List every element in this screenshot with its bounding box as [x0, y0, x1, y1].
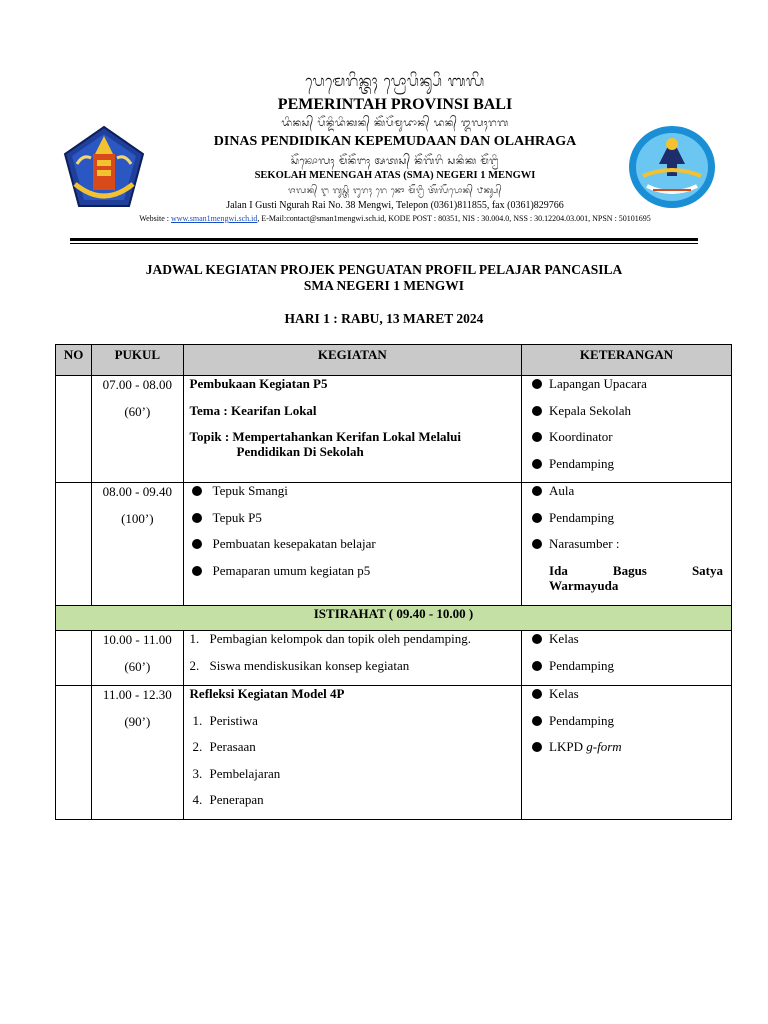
bullet-icon [192, 486, 202, 496]
cell-no [56, 631, 92, 686]
document-title: JADWAL KEGIATAN PROJEK PENGUATAN PROFIL PELAJAR PANCASILA [145, 262, 623, 277]
list-item: Aula [532, 483, 725, 510]
break-label: ISTIRAHAT ( 09.40 - 10.00 ) [56, 606, 732, 631]
table-row [56, 686, 732, 820]
list-item: Kepala Sekolah [532, 403, 725, 430]
cell-kegiatan [183, 483, 522, 606]
website-label: Website : [139, 214, 171, 223]
bullet-icon [532, 406, 542, 416]
letterhead-divider-thin [70, 243, 698, 244]
cell-pukul [92, 686, 183, 820]
list-item: Pendamping [532, 658, 725, 685]
list-item: Pendamping [532, 713, 725, 740]
school-name: SEKOLAH MENENGAH ATAS (SMA) NEGERI 1 MENGWI [254, 170, 536, 181]
school-address: Jalan I Gusti Ngurah Rai No. 38 Mengwi, Telepon (0361)811855, fax (0361)829766 [226, 200, 564, 211]
bullet-icon [532, 716, 542, 726]
list-item: 1. Peristiwa [192, 712, 258, 728]
cell-no [56, 686, 92, 820]
duration: (90’) [124, 713, 151, 729]
bullet-icon [532, 459, 542, 469]
letterhead-divider [70, 238, 698, 241]
cell-keterangan [522, 483, 732, 606]
bullet-icon [192, 513, 202, 523]
list-item: Pendamping [532, 510, 725, 537]
time-range: 07.00 - 08.00 [102, 377, 173, 392]
list-item: 1. Pembagian kelompok dan topik oleh pendamping. [189, 631, 471, 646]
list-item: 4. Penerapan [192, 792, 264, 807]
table-row [56, 376, 732, 483]
activity-topic: Topik : Mempertahankan Kerifan Lokal Melalui [189, 429, 462, 444]
list-item: Koordinator [532, 429, 725, 456]
bullet-icon [532, 432, 542, 442]
bullet-icon [532, 661, 542, 671]
letterhead [55, 68, 735, 228]
list-item: Pembuatan kesepakatan belajar [190, 536, 518, 563]
balinese-agency-line: ᬤᬶᬦᬲ᭄ ᬧᭂᬦ᭄ᬤᬶᬤᬶᬓᬦ᭄ ᬓᭂᬧᭂᬫᬸᬤᬵᬦ᭄ ᬤᬦ᭄ ᬑᬮᬄᬭᬕ [281, 118, 509, 129]
table-header-row [56, 345, 732, 376]
balinese-government-line: ᬧᬾᬫᬾᬭᬶᬦ᭄ᬢᬄ ᬧ᭄ᬭᭀᬧᬶᬦ᭄ᬲᬶ ᬩᬮᬶ [305, 72, 485, 90]
bullet-icon [532, 379, 542, 389]
agency-name: DINAS PENDIDIKAN KEPEMUDAAN DAN OLAHRAGA [213, 134, 577, 149]
cell-pukul [92, 631, 183, 686]
cell-kegiatan [183, 376, 522, 483]
cell-keterangan [522, 686, 732, 820]
bullet-icon [532, 513, 542, 523]
activity-theme: Tema : Kearifan Lokal [189, 402, 317, 418]
cell-kegiatan [183, 631, 522, 686]
time-range: 11.00 - 12.30 [102, 687, 172, 702]
bullet-icon [532, 539, 542, 549]
header-keterangan: KETERANGAN [522, 345, 732, 376]
duration: (60’) [124, 658, 151, 674]
document-subtitle: SMA NEGERI 1 MENGWI [303, 278, 465, 293]
list-item: Narasumber : [532, 536, 725, 563]
cell-pukul [92, 483, 183, 606]
cell-kegiatan [183, 686, 522, 820]
contact-line [55, 214, 735, 223]
government-name: PEMERINTAH PROVINSI BALI [277, 96, 513, 113]
bullet-icon [532, 634, 542, 644]
balinese-address-line: ᬚᬮᬦ᭄ ᬇ ᬕᬸᬲ᭄ᬢᬶ ᬗᬸᬭᬄ ᬭᬾ ᬦᭀ ᬫᭂᬗ᭄ᬯᬶ ᬢᭂᬮᭂᬧᭀᬦ᭄ ᬨᬓ᭄ᬲ᭄ [288, 186, 502, 196]
list-item: LKPD g-form [532, 739, 725, 766]
time-range: 08.00 - 09.40 [102, 484, 173, 499]
table-row [56, 631, 732, 686]
list-item: 2. Perasaan [192, 739, 256, 754]
duration: (100’) [121, 510, 154, 526]
speaker-name: Ida Bagus Satya Warmayuda [549, 562, 723, 593]
lkpd-form-type: g-form [586, 739, 622, 754]
bullet-icon [532, 742, 542, 752]
list-item: Pemaparan umum kegiatan p5 [190, 563, 518, 590]
list-item: Kelas [532, 686, 725, 713]
cell-no [56, 483, 92, 606]
list-item: Lapangan Upacara [532, 376, 725, 403]
list-item: Kelas [532, 631, 725, 658]
day-heading: HARI 1 : RABU, 13 MARET 2024 [284, 311, 484, 326]
bullet-icon [532, 486, 542, 496]
list-item: Tepuk P5 [190, 510, 518, 537]
cell-keterangan [522, 376, 732, 483]
list-item: 2. Siswa mendiskusikan konsep kegiatan [189, 657, 410, 673]
activity-heading: Refleksi Kegiatan Model 4P [189, 686, 345, 701]
list-item: 3. Pembelajaran [192, 765, 281, 781]
header-pukul: PUKUL [92, 345, 183, 376]
balinese-school-line: ᬲᭂᬓᭀᬮᬄ ᬫᭂᬦᭂᬗᬄ ᬅᬢᬲ᭄ ᬦᭂᬕᭂᬭᬶ ᬲᬦᬶᬓ ᬫᭂᬗ᭄ᬯᬶ [290, 156, 500, 167]
schedule-table [55, 344, 732, 820]
bullet-icon [532, 689, 542, 699]
bullet-icon [192, 566, 202, 576]
cell-no [56, 376, 92, 483]
website-link[interactable]: www.sman1mengwi.sch.id [170, 214, 258, 223]
contact-details: , E-Mail:contact@sman1mengwi.sch.id, KODE POST : 80351, NIS : 30.004.0, NSS : 30.12204.03.001, NPSN : 50101695 [257, 214, 651, 223]
bullet-icon [192, 539, 202, 549]
cell-keterangan [522, 631, 732, 686]
time-range: 10.00 - 11.00 [102, 632, 172, 647]
header-no: NO [56, 345, 92, 376]
table-row [56, 483, 732, 606]
cell-pukul [92, 376, 183, 483]
list-item: Tepuk Smangi [190, 483, 518, 510]
header-kegiatan: KEGIATAN [183, 345, 522, 376]
duration: (60’) [124, 403, 151, 419]
activity-topic-cont: Pendidikan Di Sekolah [236, 444, 364, 459]
activity-heading: Pembukaan Kegiatan P5 [189, 376, 328, 391]
break-row [56, 606, 732, 631]
list-item: Pendamping [532, 456, 725, 483]
